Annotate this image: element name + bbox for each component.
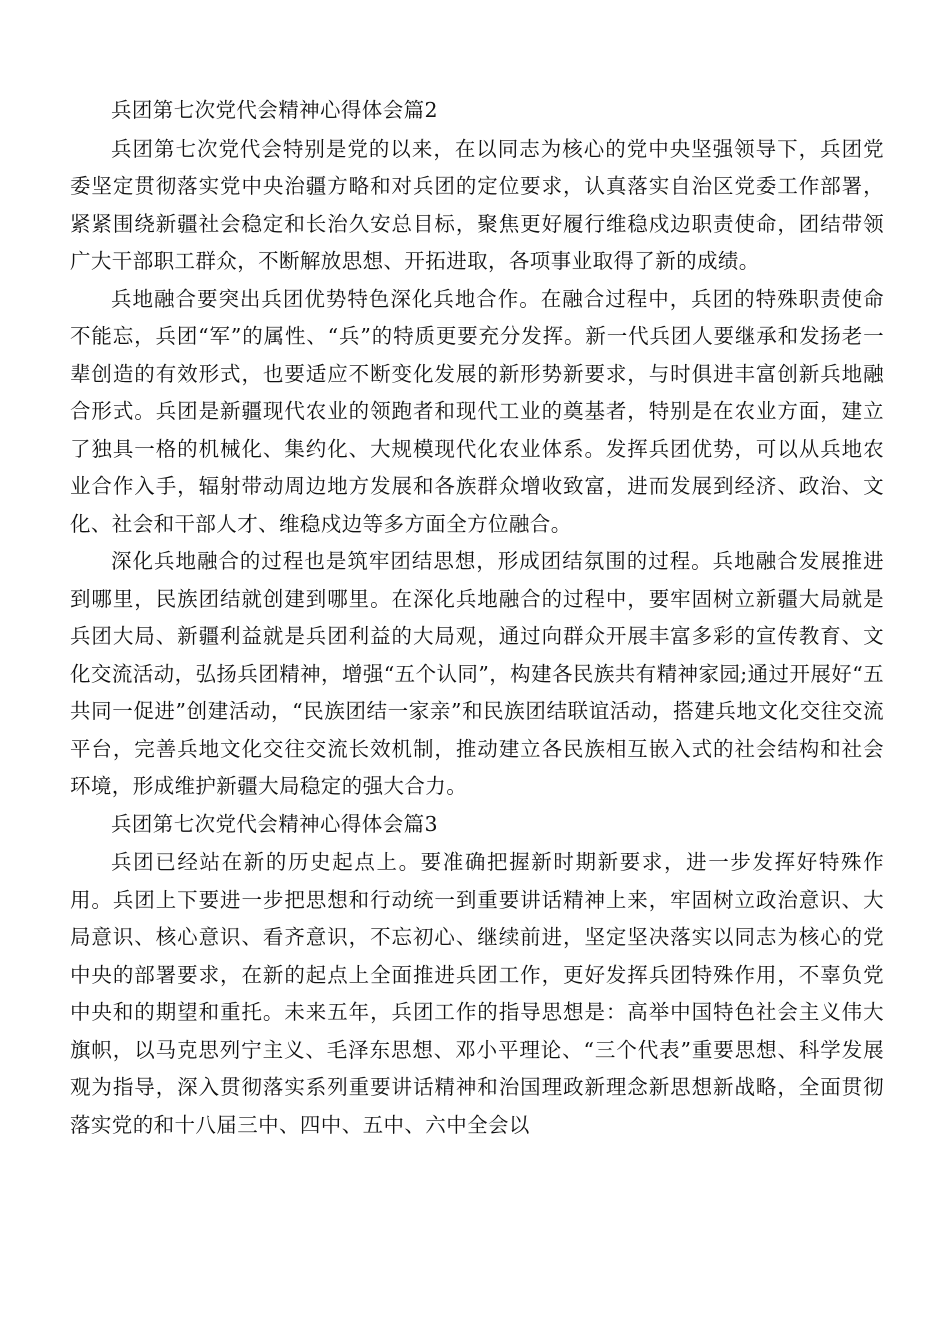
section-2-paragraph-2: 兵地融合要突出兵团优势特色深化兵地合作。在融合过程中，兵团的特殊职责使命不能忘，兵团“军”的属性、“兵”的特质更要充分发挥。新一代兵团人要继承和发扬老一辈创造的有效形式，也要适应不断变化发展的新形势新要求，与时俱进丰富创新兵地融合形式。兵团是新疆现代农业的领跑者和现代工业的奠基者，特别是在农业方面，建立了独具一格的机械化、集约化、大规模现代化农业体系。发挥兵团优势，可以从兵地农业合作入手，辐射带动周边地方发展和各族群众增收致富，进而发展到经济、政治、文化、社会和干部人才、维稳戍边等多方面全方位融合。 (70, 286, 884, 536)
section-2-paragraph-1: 兵团第七次党代会特别是党的以来，在以同志为核心的党中央坚强领导下，兵团党委坚定贯彻落实党中央治疆方略和对兵团的定位要求，认真落实自治区党委工作部署，紧紧围绕新疆社会稳定和长治久安总目标，聚焦更好履行维稳戍边职责使命，团结带领广大干部职工群众，不断解放思想、开拓进取，各项事业取得了新的成绩。 (70, 136, 884, 273)
section-2-paragraph-3: 深化兵地融合的过程也是筑牢团结思想，形成团结氛围的过程。兵地融合发展推进到哪里，民族团结就创建到哪里。在深化兵地融合的过程中，要牢固树立新疆大局就是兵团大局、新疆利益就是兵团利益的大局观，通过向群众开展丰富多彩的宣传教育、文化交流活动，弘扬兵团精神，增强“五个认同”，构建各民族共有精神家园;通过开展好“五共同一促进”创建活动，“民族团结一家亲”和民族团结联谊活动，搭建兵地文化交往交流平台，完善兵地文化交往交流长效机制，推动建立各民族相互嵌入式的社会结构和社会环境，形成维护新疆大局稳定的强大合力。 (70, 549, 884, 798)
document-page (70, 92, 884, 1144)
section-3-paragraph-1: 兵团已经站在新的历史起点上。要准确把握新时期新要求，进一步发挥好特殊作用。兵团上下要进一步把思想和行动统一到重要讲话精神上来，牢固树立政治意识、大局意识、核心意识、看齐意识，不忘初心、继续前进，坚定坚决落实以同志为核心的党中央的部署要求，在新的起点上全面推进兵团工作，更好发挥兵团特殊作用，不辜负党中央和的期望和重托。未来五年，兵团工作的指导思想是：高举中国特色社会主义伟大旗帜，以马克思列宁主义、毛泽东思想、邓小平理论、“三个代表”重要思想、科学发展观为指导，深入贯彻落实系列重要讲话精神和治国理政新理念新思想新战略，全面贯彻落实党的和十八届三中、四中、五中、六中全会以 (70, 850, 884, 1137)
section-3-title: 兵团第七次党代会精神心得体会篇3 (111, 811, 438, 836)
section-2-title: 兵团第七次党代会精神心得体会篇2 (111, 98, 438, 122)
